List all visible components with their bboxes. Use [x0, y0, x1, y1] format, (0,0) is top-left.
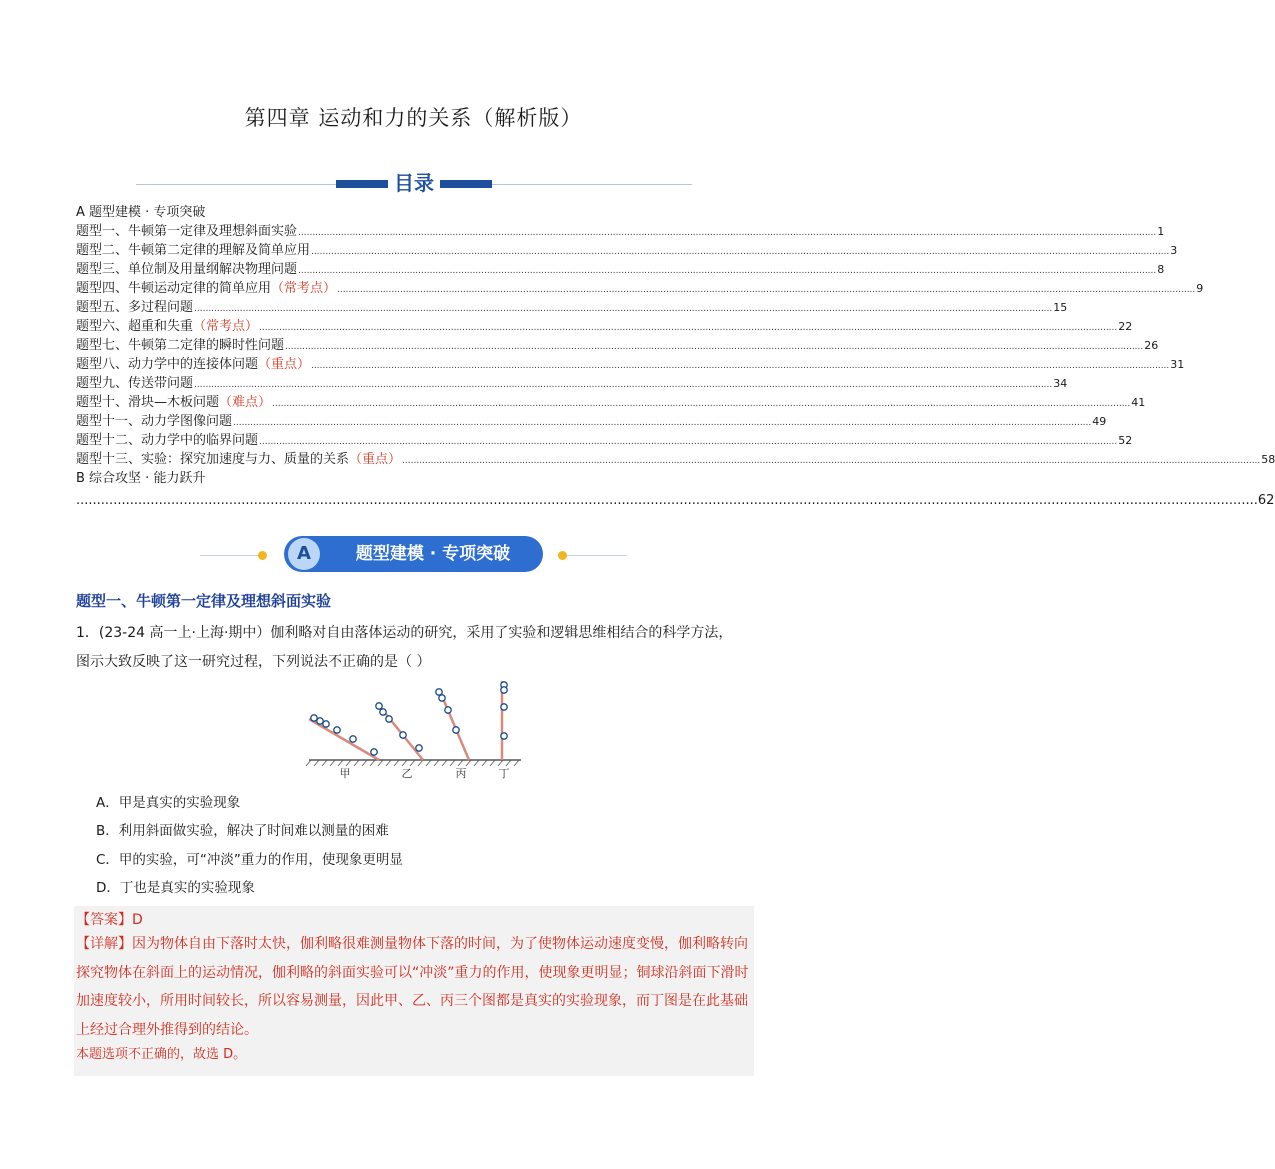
toc-item-title: 题型十、滑块—木板问题	[76, 395, 220, 410]
toc-item-title: 题型九、传送带问题	[76, 376, 194, 391]
toc-item-tag: （重点）	[258, 357, 311, 372]
toc-leader: ............................................................................................................................................................................................................................................................................................................	[402, 456, 1261, 466]
toc-row-section-b[interactable]	[76, 490, 1275, 512]
toc-page-number: 26	[1144, 339, 1159, 352]
incline-jia	[309, 719, 379, 760]
option-b[interactable]: B．利用斜面做实验，解决了时间难以测量的困难	[96, 823, 389, 839]
toc-section-b: B 综合攻坚 · 能力跃升	[76, 471, 206, 486]
toc-row[interactable]	[76, 374, 1068, 393]
toc-row[interactable]	[76, 336, 1159, 355]
toc-item-title: 题型十一、动力学图像问题	[76, 414, 233, 429]
figure-label-ding: 丁	[498, 767, 510, 780]
answer-conclusion: 本题选项不正确的，故选 D。	[76, 1047, 247, 1062]
toc-leader: ............................................................................................................................................................................................................................................................................................................	[337, 285, 1196, 295]
toc-item-title: 题型八、动力学中的连接体问题	[76, 357, 259, 372]
option-a[interactable]: A．甲是真实的实验现象	[96, 795, 241, 811]
toc-row[interactable]	[76, 317, 1133, 336]
banner-dot-left	[258, 551, 267, 560]
banner-line-left	[200, 555, 260, 556]
toc-leader: ............................................................................................................................................................................................................................................................................................................	[259, 437, 1118, 447]
toc-leader: ............................................................................................................................................................................................................................................................................................................	[285, 342, 1144, 352]
banner-dot-right	[558, 551, 567, 560]
toc-page-number: 15	[1053, 301, 1068, 314]
toc-bar-left	[336, 180, 388, 188]
toc-leader: ............................................................................................................................................................................................................................................................................................................	[233, 418, 1092, 428]
page-title: 第四章 运动和力的关系（解析版）	[244, 106, 583, 130]
figure-label-yi: 乙	[401, 767, 413, 780]
toc-item-tag: （重点）	[349, 452, 402, 467]
toc-item-title: 题型十三、实验：探究加速度与力、质量的关系	[76, 452, 350, 467]
toc-row[interactable]	[76, 298, 1068, 317]
toc-page-number: 22	[1118, 320, 1133, 333]
question-type-heading: 题型一、牛顿第一定律及理想斜面实验	[76, 592, 332, 610]
toc-page-number: 1	[1157, 225, 1165, 238]
toc-item-title: 题型一、牛顿第一定律及理想斜面实验	[76, 224, 298, 239]
toc-item-title: 题型四、牛顿运动定律的简单应用	[76, 281, 272, 296]
toc-row[interactable]	[76, 355, 1185, 374]
toc-leader: ............................................................................................................................................................................................................................................................................................................	[298, 228, 1157, 238]
toc-row[interactable]	[76, 450, 1275, 469]
toc-page-number: 49	[1092, 415, 1107, 428]
toc-page-number: 3	[1170, 244, 1178, 257]
banner-letter: A	[288, 538, 320, 570]
toc-item-title: 题型十二、动力学中的临界问题	[76, 433, 259, 448]
toc-bar-right	[440, 180, 492, 188]
option-d[interactable]: D．丁也是真实的实验现象	[96, 880, 255, 896]
toc-page-number: 58	[1261, 453, 1275, 466]
toc-row[interactable]	[76, 393, 1146, 412]
toc-item-tag: （常考点）	[271, 281, 337, 296]
toc-leader: ..............................................................................................................................................................................................................................................................................................	[76, 493, 1258, 508]
answer-line: 【答案】D	[76, 912, 143, 928]
answer-detail: 【详解】因为物体自由下落时太快，伽利略很难测量物体下落的时间，为了使物体运动速度变慢，伽利略转向探究物体在斜面上的运动情况，伽利略的斜面实验可以“冲淡”重力的作用，使现象更明显；铜球沿斜面下滑时加速度较小，所用时间较长，所以容易测量，因此甲、乙、丙三个图都是真实的实验现象，而丁图是在此基础上经过合理外推得到的结论。	[76, 936, 749, 1038]
toc-item-title: 题型七、牛顿第二定律的瞬时性问题	[76, 338, 285, 353]
toc-leader: ............................................................................................................................................................................................................................................................................................................	[272, 399, 1131, 409]
toc-page-number: 8	[1157, 263, 1165, 276]
toc-leader: ............................................................................................................................................................................................................................................................................................................	[259, 323, 1118, 333]
toc-leader: ............................................................................................................................................................................................................................................................................................................	[194, 380, 1053, 390]
toc-leader: ............................................................................................................................................................................................................................................................................................................	[311, 247, 1170, 257]
toc-item-title: 题型六、超重和失重	[76, 319, 194, 334]
toc-row[interactable]	[76, 260, 1165, 279]
toc-row[interactable]	[76, 241, 1178, 260]
section-banner	[200, 534, 627, 574]
galileo-incline-figure	[305, 675, 525, 785]
toc-page-number: 62	[1257, 493, 1275, 508]
toc-item-title: 题型五、多过程问题	[76, 300, 194, 315]
toc-item-tag: （难点）	[219, 395, 272, 410]
answer-box	[74, 906, 754, 1076]
toc-item-title: 题型二、牛顿第二定律的理解及简单应用	[76, 243, 311, 258]
option-c[interactable]: C．甲的实验，可“冲淡”重力的作用，使现象更明显	[96, 852, 403, 868]
toc-section-a: A 题型建模 · 专项突破	[76, 205, 206, 220]
question-stem-line: 图示大致反映了这一研究过程，下列说法不正确的是（ ）	[76, 654, 431, 670]
toc-item-tag: （常考点）	[193, 319, 259, 334]
banner-text: 题型建模 · 专项突破	[355, 544, 511, 564]
figure-label-jia: 甲	[339, 767, 351, 780]
toc-leader: ............................................................................................................................................................................................................................................................................................................	[298, 266, 1157, 276]
toc-page-number: 9	[1196, 282, 1204, 295]
banner-line-right	[562, 555, 627, 556]
question-stem	[76, 619, 756, 677]
toc-page-number: 41	[1131, 396, 1146, 409]
toc-page-number: 31	[1170, 358, 1185, 371]
table-of-contents	[76, 203, 1275, 512]
ground-hatching	[306, 760, 519, 766]
toc-page-number: 52	[1118, 434, 1133, 447]
toc-header	[136, 164, 692, 200]
toc-leader: ............................................................................................................................................................................................................................................................................................................	[311, 361, 1170, 371]
toc-item-title: 题型三、单位制及用量纲解决物理问题	[76, 262, 298, 277]
toc-page-number: 34	[1053, 377, 1068, 390]
toc-row[interactable]	[76, 279, 1204, 298]
toc-row[interactable]	[76, 431, 1133, 450]
figure-label-bing: 丙	[455, 767, 467, 780]
toc-heading: 目录	[388, 167, 440, 196]
toc-row[interactable]	[76, 412, 1107, 431]
question-stem-line: 1．(23-24 高一上·上海·期中）伽利略对自由落体运动的研究，采用了实验和逻辑思维相结合的科学方法，	[76, 625, 733, 641]
toc-leader: ............................................................................................................................................................................................................................................................................................................	[194, 304, 1053, 314]
toc-row[interactable]	[76, 222, 1165, 241]
